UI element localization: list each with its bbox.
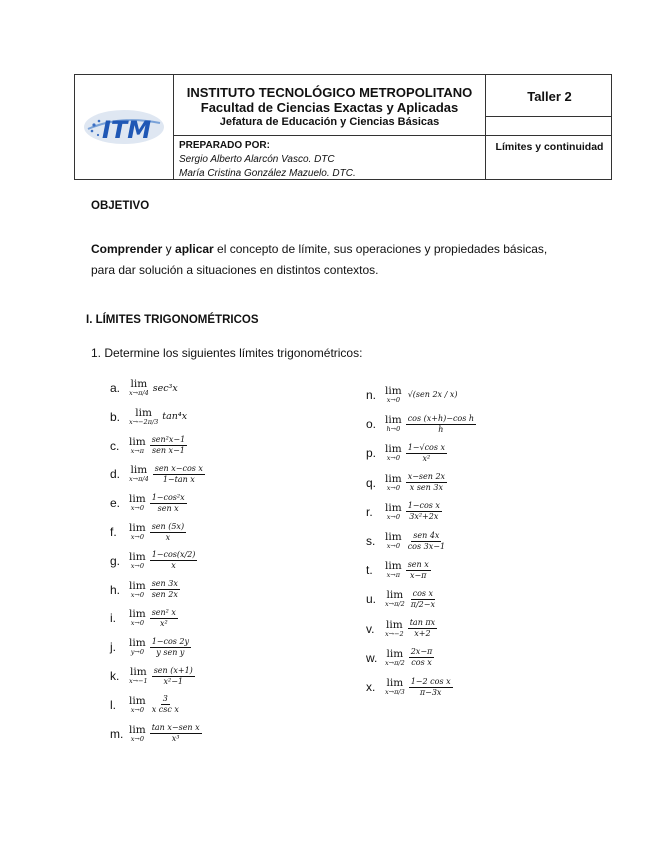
- denominator: π/2−x: [410, 599, 435, 609]
- limit-expression: [385, 443, 447, 464]
- denominator: cos x: [411, 658, 432, 668]
- problem-label: n.: [366, 388, 377, 402]
- institute-name: INSTITUTO TECNOLÓGICO METROPOLITANO: [186, 85, 473, 100]
- denominator: x−π: [409, 570, 427, 580]
- limit-approach: x→−1: [129, 677, 148, 685]
- numerator: cos (x+h)−cos h: [407, 413, 475, 423]
- fraction: [406, 472, 447, 493]
- problem-label: e.: [110, 496, 121, 511]
- problem-label: t.: [366, 563, 373, 578]
- problem-label: h.: [110, 582, 121, 597]
- fraction: [406, 501, 442, 522]
- limit-operator: [385, 532, 402, 550]
- fraction: [406, 414, 476, 435]
- problem-label: q.: [366, 475, 377, 490]
- limit-operator: [385, 678, 405, 696]
- limit-expression: [129, 550, 197, 571]
- limit-operator: [385, 590, 405, 608]
- limit-problem: [366, 411, 476, 437]
- limit-operator: [385, 620, 404, 638]
- numerator: sen²x−1: [151, 435, 186, 445]
- fraction: [150, 723, 202, 744]
- denominator: cos 3x−1: [407, 541, 446, 551]
- limit-expression: [129, 408, 187, 426]
- limit-expression: [129, 493, 187, 514]
- lim-word: lim: [386, 647, 404, 660]
- numerator: tan πx: [409, 618, 436, 628]
- problem-label: g.: [110, 553, 121, 568]
- limit-operator: [385, 415, 402, 433]
- lim-word: lim: [130, 464, 148, 477]
- limit-problem: [110, 490, 187, 516]
- lim-word: lim: [129, 637, 146, 650]
- denominator: y sen y: [156, 647, 185, 657]
- limit-approach: x→0: [130, 504, 144, 513]
- lim-word: lim: [385, 531, 402, 543]
- limit-expression: [129, 379, 178, 397]
- limit-approach: x→π/4: [129, 389, 149, 397]
- limit-operator: [385, 474, 402, 492]
- problem-label: b.: [110, 409, 121, 424]
- limit-expression: [129, 608, 178, 629]
- fraction: [406, 390, 460, 400]
- denominator: x: [165, 532, 171, 542]
- denominator: x: [171, 561, 176, 571]
- fraction: [406, 560, 431, 581]
- objective-heading: OBJETIVO: [91, 200, 150, 212]
- problem-label: s.: [366, 534, 376, 548]
- itm-logo: [80, 107, 165, 147]
- problem-label: f.: [110, 525, 117, 539]
- denominator: π−3x: [419, 687, 442, 697]
- problem-label: w.: [366, 650, 378, 665]
- fraction: [409, 677, 453, 698]
- fraction: [406, 443, 447, 464]
- limit-problem: [110, 461, 205, 487]
- numerator: sen 3x: [151, 579, 178, 589]
- denominator: x sen 3x: [409, 483, 443, 493]
- limit-operator: [129, 581, 146, 599]
- lim-word: lim: [385, 472, 402, 485]
- limit-expression: [129, 666, 195, 687]
- limit-problem: [366, 440, 447, 466]
- limit-operator: [129, 523, 146, 541]
- problem-label: u.: [366, 592, 377, 607]
- lim-word: lim: [129, 723, 146, 736]
- denominator: x²: [422, 453, 431, 463]
- problem-label: a.: [110, 381, 121, 395]
- prepared-by: [179, 139, 479, 181]
- numerator: sen 4x: [413, 530, 440, 540]
- limit-operator: [385, 649, 405, 667]
- header-table: [74, 74, 612, 180]
- fraction: [150, 694, 181, 715]
- limit-expression: [129, 464, 205, 485]
- fraction: [150, 435, 188, 456]
- limit-operator: [129, 696, 146, 714]
- limit-problem: [110, 519, 186, 545]
- limit-problem: [366, 557, 431, 583]
- limit-problem: [110, 692, 181, 718]
- limit-operator: [129, 379, 149, 397]
- lim-word: lim: [135, 406, 152, 419]
- limit-function: sec³x: [152, 382, 178, 394]
- numerator: sen x−cos x: [154, 463, 203, 473]
- workshop-topic: Límites y continuidad: [495, 141, 604, 153]
- fraction: [150, 579, 180, 600]
- numerator: 1−cos 2y: [151, 636, 190, 646]
- limit-operator: [129, 667, 148, 685]
- lim-word: lim: [386, 618, 403, 631]
- limit-problem: [110, 404, 187, 430]
- limit-operator: [129, 408, 158, 426]
- limit-expression: [385, 472, 447, 493]
- problem-label: p.: [366, 446, 377, 461]
- problem-label: v.: [366, 621, 375, 636]
- numerator: 1−√cos x: [407, 442, 446, 452]
- limit-problem: [110, 663, 195, 689]
- lim-word: lim: [129, 435, 146, 448]
- limit-problem: [110, 433, 187, 459]
- limit-problem: [110, 721, 202, 747]
- denominator: x³: [171, 734, 180, 744]
- limit-approach: x→0: [386, 512, 400, 521]
- denominator: sen x−1: [152, 446, 185, 456]
- limit-approach: x→−2π/3: [129, 417, 159, 426]
- lim-word: lim: [385, 501, 402, 514]
- numerator: cos x: [412, 588, 434, 598]
- fraction: [409, 647, 435, 668]
- limit-operator: [385, 444, 402, 462]
- lim-word: lim: [129, 694, 146, 707]
- limit-approach: x→0: [130, 533, 144, 541]
- limit-expression: [385, 560, 431, 581]
- problem-label: k.: [110, 669, 120, 683]
- workshop-title: Taller 2: [527, 89, 572, 104]
- problem-label: j.: [110, 640, 116, 655]
- limit-problem: [366, 645, 434, 671]
- objective-bold-1: Comprender: [91, 242, 163, 256]
- limit-approach: x→−2: [385, 629, 404, 638]
- limit-operator: [129, 437, 146, 455]
- limit-expression: [385, 647, 434, 668]
- lim-word: lim: [385, 385, 402, 397]
- problem-label: m.: [110, 726, 124, 741]
- lim-word: lim: [385, 443, 402, 456]
- fraction: [152, 666, 195, 687]
- numerator: x−sen 2x: [407, 472, 446, 482]
- fraction: [153, 464, 205, 485]
- limit-approach: x→0: [130, 705, 144, 714]
- svg-text:ITM: ITM: [102, 116, 152, 144]
- limit-problem: [366, 528, 447, 554]
- limit-approach: x→0: [130, 619, 144, 628]
- section-heading: I. LÍMITES TRIGONOMÉTRICOS: [86, 314, 259, 326]
- lim-word: lim: [386, 677, 404, 689]
- limit-approach: x→π/2: [385, 658, 405, 667]
- denominator: x csc x: [151, 705, 179, 715]
- limit-problem: [366, 470, 447, 496]
- lim-word: lim: [129, 493, 146, 506]
- limit-expression: [385, 677, 453, 698]
- limit-approach: x→0: [386, 542, 400, 550]
- limit-problem: [110, 605, 178, 631]
- problem-label: x.: [366, 680, 376, 694]
- denominator: 3x²+2x: [409, 512, 439, 522]
- limit-operator: [129, 494, 146, 512]
- objective-text: [91, 239, 561, 281]
- limit-expression: [129, 435, 187, 456]
- limit-problem: [366, 499, 442, 525]
- numerator: 1−cos x: [407, 501, 440, 511]
- lim-word: lim: [386, 589, 404, 602]
- limit-expression: [385, 501, 442, 522]
- limit-problem: [366, 586, 437, 612]
- denominator: 1−tan x: [162, 474, 195, 484]
- lim-word: lim: [385, 414, 402, 427]
- limit-problem: [366, 382, 459, 408]
- fraction: [408, 618, 437, 639]
- limit-approach: h→0: [386, 425, 401, 434]
- problem-label: o.: [366, 417, 377, 432]
- limit-operator: [385, 386, 402, 404]
- limit-problem: [110, 375, 178, 401]
- fraction: [150, 637, 191, 658]
- numerator: 1−2 cos x: [410, 676, 451, 686]
- numerator: sen x: [407, 559, 429, 569]
- lim-word: lim: [385, 560, 402, 573]
- limit-operator: [129, 638, 146, 656]
- problem-label: l.: [110, 697, 116, 712]
- denominator: h: [438, 424, 444, 434]
- limit-approach: x→π: [386, 571, 401, 580]
- limit-operator: [129, 465, 149, 483]
- objective-line-2: para dar solución a situaciones en distintos contextos.: [91, 263, 379, 277]
- limit-operator: [129, 552, 146, 570]
- limit-problem: [366, 616, 437, 642]
- lim-word: lim: [129, 579, 146, 592]
- limit-expression: [129, 723, 202, 744]
- limit-expression: [385, 531, 447, 552]
- limit-expression: [129, 522, 186, 543]
- author-1: Sergio Alberto Alarcón Vasco. DTC: [179, 154, 335, 165]
- institute-block: [174, 85, 485, 130]
- lim-word: lim: [129, 550, 146, 563]
- denominator: sen x: [157, 503, 179, 513]
- limit-approach: x→0: [130, 561, 144, 570]
- limit-approach: x→0: [130, 734, 144, 743]
- numerator: tan x−sen x: [151, 723, 200, 733]
- limit-operator: [385, 503, 402, 521]
- limit-approach: x→π/2: [385, 600, 405, 609]
- numerator: sen² x: [151, 607, 176, 617]
- numerator: 1−cos²x: [151, 492, 185, 502]
- lim-word: lim: [129, 522, 146, 534]
- limit-expression: [129, 694, 181, 715]
- problem-label: d.: [110, 467, 121, 482]
- limit-approach: x→π: [130, 446, 145, 455]
- limit-approach: x→π/4: [129, 475, 149, 484]
- problem-label: c.: [110, 438, 120, 453]
- numerator: √(sen 2x / x): [407, 390, 458, 399]
- limit-expression: [385, 386, 459, 404]
- limit-problem: [110, 577, 180, 603]
- problem-label: r.: [366, 504, 373, 519]
- limit-expression: [385, 618, 437, 639]
- faculty-name: Facultad de Ciencias Exactas y Aplicadas: [200, 100, 459, 115]
- exercise-1-instruction: 1. Determine los siguientes límites trigonométricos:: [91, 346, 363, 360]
- denominator: x+2: [414, 629, 431, 639]
- limit-expression: [129, 637, 191, 658]
- fraction: [409, 589, 437, 610]
- numerator: 3: [162, 694, 168, 704]
- limit-approach: x→0: [386, 396, 400, 404]
- limit-approach: y→0: [130, 648, 144, 657]
- fraction: [406, 531, 447, 552]
- fraction: [150, 550, 198, 571]
- limit-approach: x→0: [130, 590, 144, 599]
- lim-word: lim: [130, 666, 147, 678]
- limit-approach: x→0: [386, 454, 400, 463]
- objective-mid: y: [162, 242, 176, 256]
- limit-problem: [110, 548, 197, 574]
- limit-problem: [366, 674, 453, 700]
- objective-bold-2: aplicar: [175, 242, 214, 256]
- lim-word: lim: [130, 378, 148, 390]
- problem-label: i.: [110, 611, 116, 626]
- limit-operator: [385, 561, 402, 579]
- prepared-label: PREPARADO POR:: [179, 140, 270, 151]
- numerator: sen (x+1): [153, 665, 193, 675]
- objective-rest: el concepto de límite, sus operaciones y propiedades básicas,: [213, 242, 548, 256]
- denominator: sen 2x: [151, 590, 178, 600]
- department-name: Jefatura de Educación y Ciencias Básicas: [219, 116, 440, 128]
- lim-word: lim: [129, 608, 146, 621]
- denominator: x²−1: [163, 676, 183, 686]
- fraction: [150, 522, 186, 543]
- fraction: [150, 493, 187, 514]
- denominator: x²: [159, 618, 168, 628]
- fraction: [150, 608, 178, 629]
- numerator: sen (5x): [151, 521, 185, 531]
- limit-expression: [385, 414, 476, 435]
- limit-expression: [129, 579, 180, 600]
- numerator: 2x−π: [410, 647, 433, 657]
- limit-operator: [129, 609, 146, 627]
- author-2: María Cristina González Mazuelo. DTC.: [179, 168, 356, 179]
- limit-approach: x→π/3: [385, 688, 405, 696]
- limit-approach: x→0: [386, 483, 400, 492]
- limit-operator: [129, 725, 146, 743]
- limit-expression: [385, 589, 437, 610]
- limit-problem: [110, 634, 191, 660]
- limit-function: tan⁴x: [162, 411, 188, 423]
- numerator: 1−cos(x/2): [151, 550, 196, 560]
